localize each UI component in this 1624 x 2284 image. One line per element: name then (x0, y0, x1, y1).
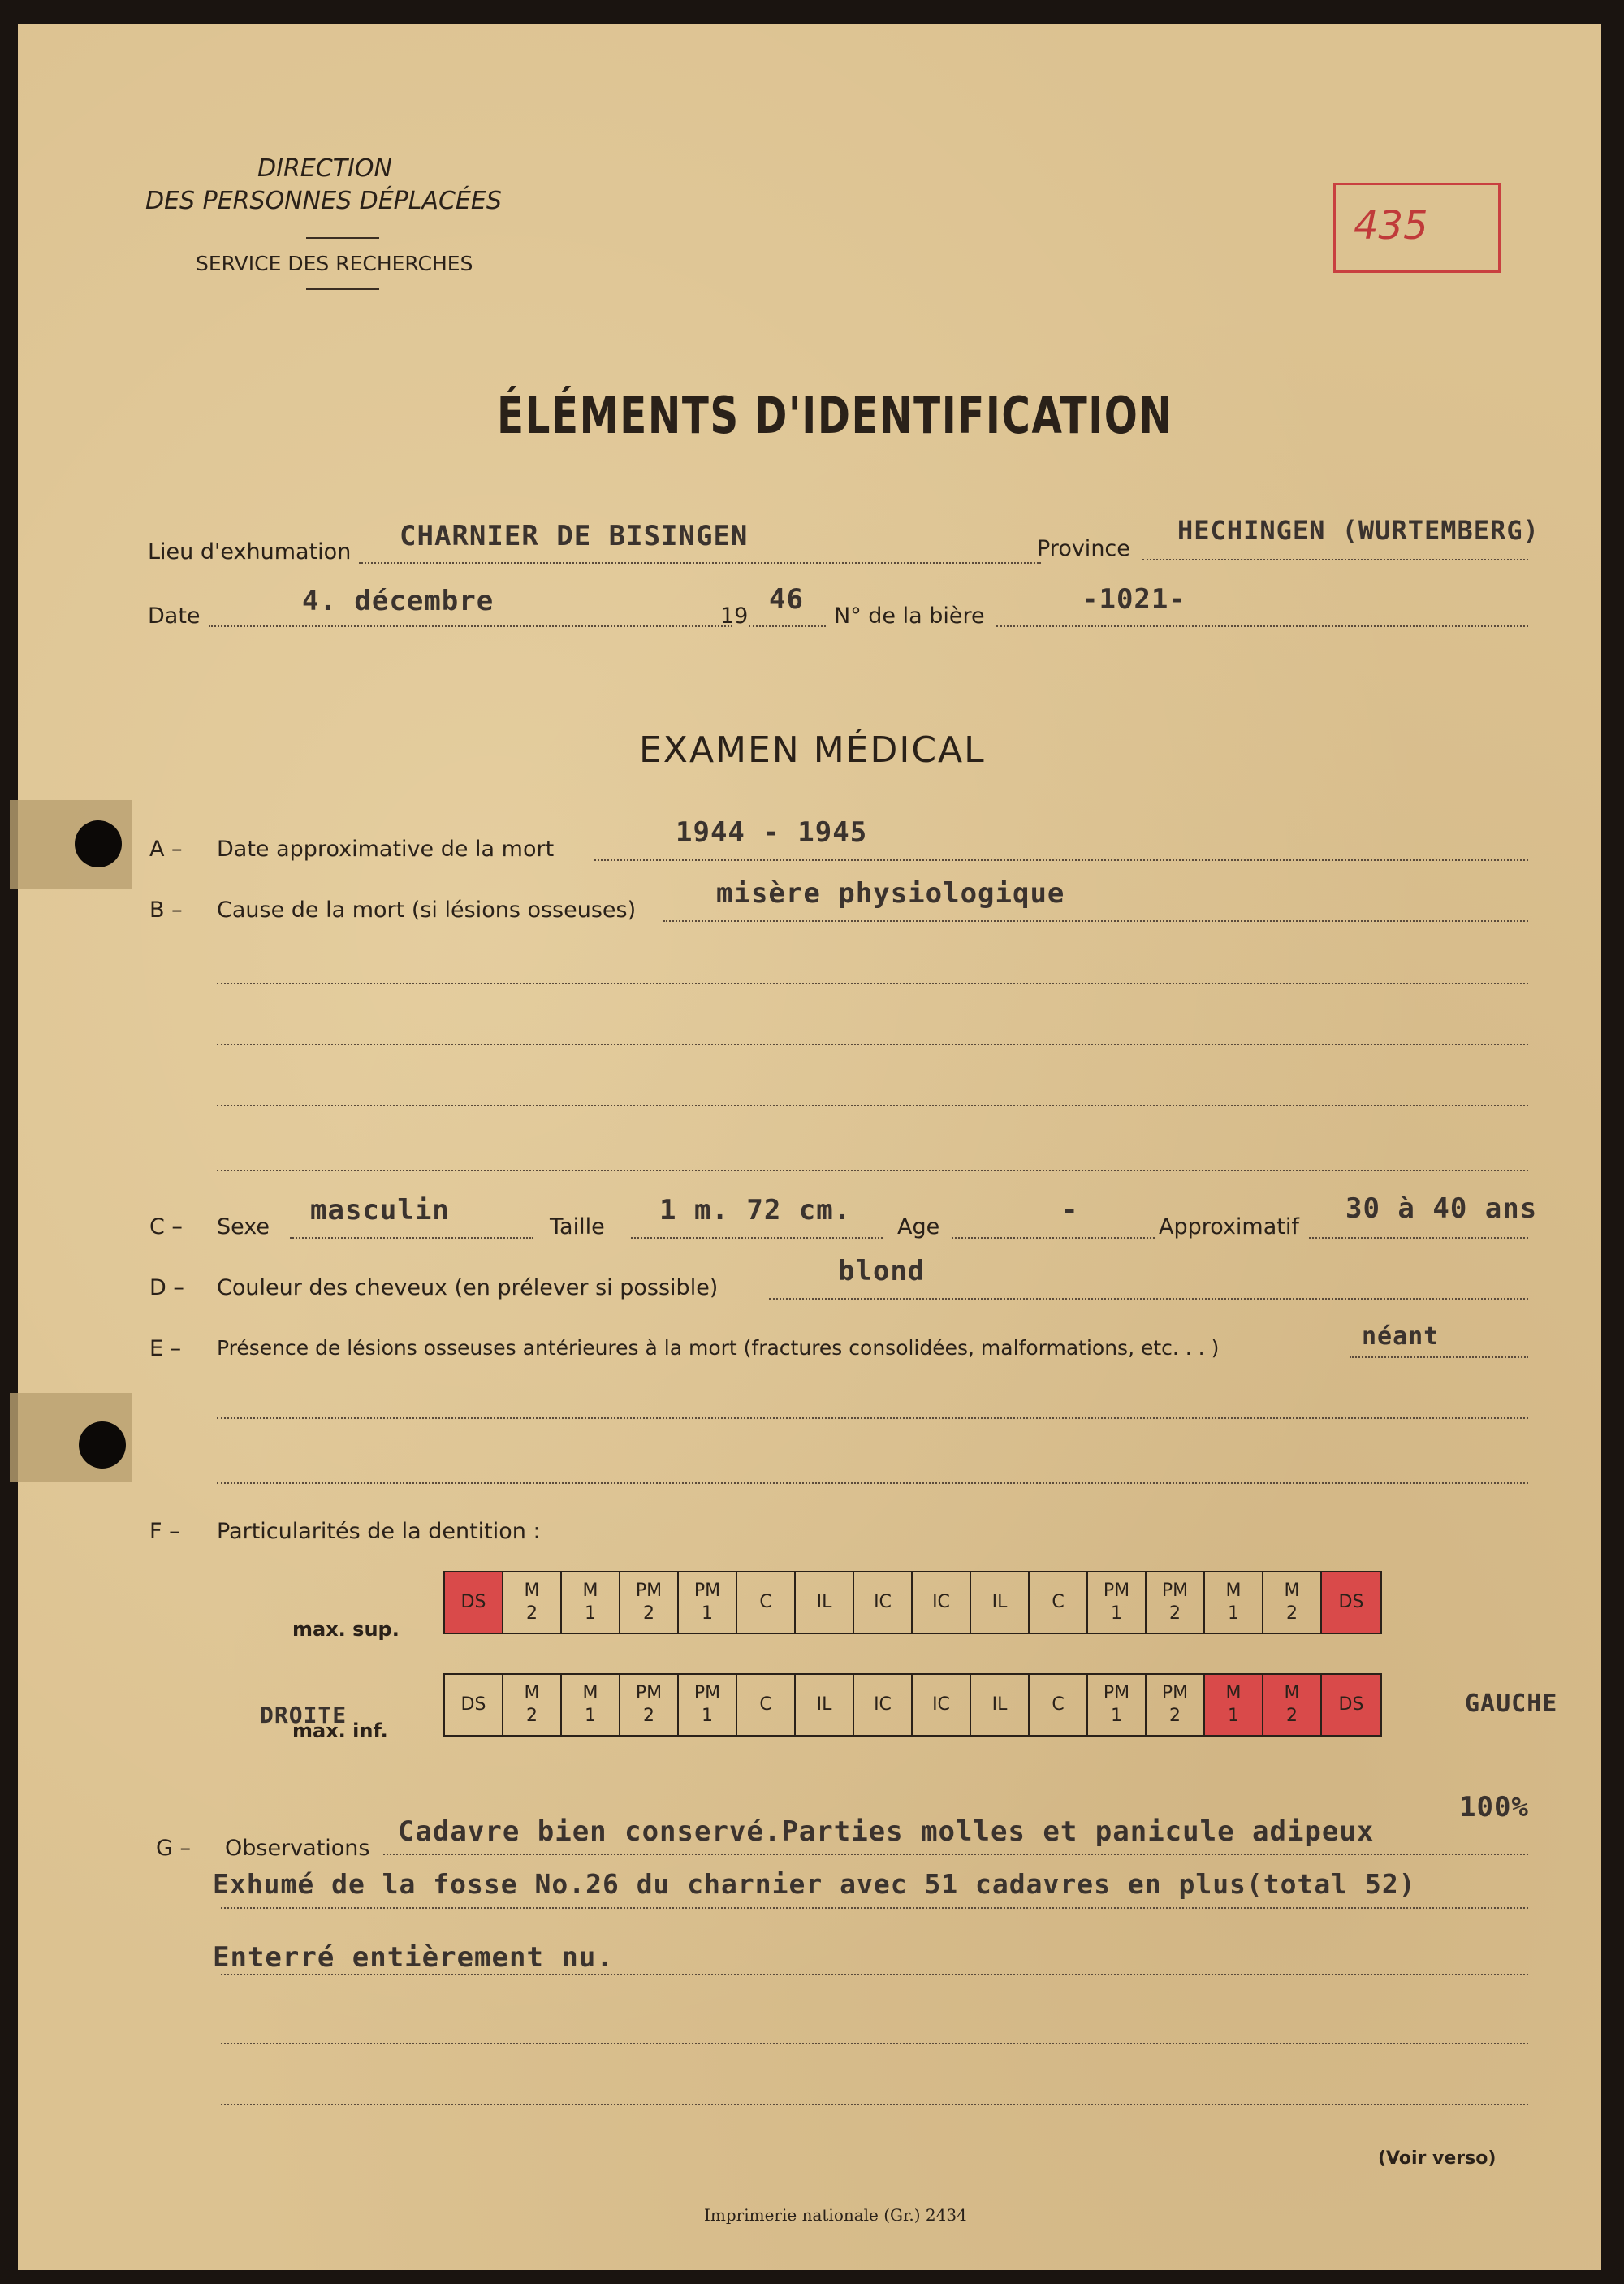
tooth-code: DS (1338, 1694, 1364, 1715)
tooth-cell (854, 1572, 913, 1633)
observation-rule-5 (221, 2104, 1528, 2105)
tooth-code: M (582, 1581, 598, 1601)
biere-value: -1021- (1082, 583, 1186, 616)
item-e-line-2 (217, 1417, 1528, 1419)
tooth-number: 1 (585, 1706, 596, 1726)
tooth-number: 2 (1169, 1706, 1181, 1726)
form-sheet (18, 24, 1601, 2270)
province-line (1142, 559, 1528, 560)
voir-verso: (Voir verso) (1378, 2148, 1497, 2169)
tooth-code: IC (874, 1694, 892, 1715)
item-e-value: néant (1362, 1322, 1440, 1351)
sexe-value: masculin (310, 1194, 450, 1226)
province-value: HECHINGEN (WURTEMBERG) (1177, 515, 1540, 546)
tooth-cell (1205, 1675, 1263, 1735)
item-b-line-5 (217, 1170, 1528, 1171)
approx-value: 30 à 40 ans (1345, 1192, 1538, 1225)
tooth-cell (1263, 1572, 1322, 1633)
tooth-code: DS (460, 1694, 486, 1715)
reference-box (1333, 183, 1501, 273)
punch-hole-top (75, 820, 122, 867)
tooth-code: C (759, 1592, 772, 1612)
tooth-code: PM (635, 1683, 663, 1703)
item-f-label: Particularités de la dentition : (217, 1519, 541, 1544)
tooth-code: PM (1161, 1581, 1189, 1601)
year-value: 46 (769, 583, 804, 616)
observation-rule-3 (221, 1974, 1528, 1975)
tooth-cell (1030, 1675, 1088, 1735)
tooth-number: 2 (526, 1603, 538, 1624)
header-rule-2 (306, 288, 379, 290)
tooth-cell (1088, 1572, 1147, 1633)
header-service: SERVICE DES RECHERCHES (196, 252, 473, 275)
header-personnes: DES PERSONNES DÉPLACÉES (145, 187, 502, 215)
taille-line (631, 1237, 883, 1239)
tooth-number: 2 (643, 1603, 654, 1624)
tooth-cell (503, 1675, 562, 1735)
year-prefix: 19 (720, 603, 749, 629)
header-rule-1 (306, 237, 379, 239)
tooth-code: PM (1161, 1683, 1189, 1703)
tooth-code: M (1284, 1683, 1300, 1703)
item-e-letter: E – (149, 1336, 182, 1361)
item-d-letter: D – (149, 1275, 184, 1300)
item-f-letter: F – (149, 1519, 180, 1544)
item-b-line-2 (217, 983, 1528, 984)
tooth-code: M (524, 1683, 540, 1703)
sexe-line (290, 1237, 533, 1239)
tooth-cell (1263, 1675, 1322, 1735)
tooth-cell (1322, 1572, 1380, 1633)
tooth-code: C (759, 1694, 772, 1715)
item-d-value: blond (838, 1255, 926, 1287)
tooth-cell (620, 1572, 679, 1633)
upper-teeth-chart (443, 1571, 1382, 1634)
lieu-label: Lieu d'exhumation (148, 539, 352, 565)
biere-line (996, 625, 1528, 627)
tooth-number: 1 (1111, 1706, 1122, 1726)
tooth-cell (503, 1572, 562, 1633)
tooth-cell (620, 1675, 679, 1735)
tooth-code: PM (693, 1683, 721, 1703)
observation-line-1-extra: 100% (1459, 1791, 1529, 1823)
item-b-value: misère physiologique (716, 877, 1065, 910)
item-e-label: Présence de lésions osseuses antérieures à la mort (fractures consolidées, malformations, etc. . . ) (217, 1336, 1220, 1360)
item-b-line (663, 920, 1528, 922)
tooth-cell (679, 1572, 737, 1633)
tooth-number: 1 (1111, 1603, 1122, 1624)
tooth-cell (1147, 1675, 1205, 1735)
tooth-code: M (1225, 1683, 1242, 1703)
observation-rule-4 (221, 2043, 1528, 2044)
province-label: Province (1037, 536, 1130, 561)
tooth-cell (971, 1675, 1030, 1735)
tooth-number: 1 (702, 1706, 713, 1726)
lieu-value: CHARNIER DE BISINGEN (400, 520, 749, 552)
tooth-cell (1205, 1572, 1263, 1633)
tooth-cell (445, 1572, 503, 1633)
tooth-number: 1 (702, 1603, 713, 1624)
date-label: Date (148, 603, 201, 629)
tooth-cell (737, 1572, 796, 1633)
approx-line (1309, 1237, 1528, 1239)
tooth-number: 2 (1286, 1706, 1298, 1726)
tooth-number: 1 (1228, 1603, 1239, 1624)
observation-rule-1 (383, 1854, 1528, 1855)
tooth-code: IC (874, 1592, 892, 1612)
tooth-cell (737, 1675, 796, 1735)
tooth-code: M (1225, 1581, 1242, 1601)
biere-label: N° de la bière (834, 603, 985, 629)
tooth-code: DS (460, 1592, 486, 1612)
item-c-letter: C – (149, 1214, 183, 1239)
taille-label: Taille (550, 1214, 605, 1239)
item-d-label: Couleur des cheveux (en prélever si possible) (217, 1275, 719, 1300)
tooth-cell (913, 1675, 971, 1735)
age-value: - (1061, 1194, 1079, 1226)
tooth-cell (562, 1572, 620, 1633)
sexe-label: Sexe (217, 1214, 270, 1239)
imprint: Imprimerie nationale (Gr.) 2434 (704, 2205, 967, 2225)
tooth-cell (562, 1675, 620, 1735)
tooth-code: PM (1103, 1581, 1130, 1601)
age-label: Age (897, 1214, 940, 1239)
observation-line-3: Enterré entièrement nu. (213, 1941, 614, 1974)
max-sup-label: max. sup. (292, 1618, 400, 1641)
year-line (749, 625, 826, 627)
punch-hole-bottom (79, 1421, 126, 1469)
tooth-cell (1030, 1572, 1088, 1633)
item-e-line-3 (217, 1482, 1528, 1484)
tooth-code: C (1052, 1694, 1065, 1715)
tooth-cell (854, 1675, 913, 1735)
tooth-code: IC (932, 1592, 950, 1612)
tooth-code: IL (816, 1592, 832, 1612)
item-e-line-1 (1350, 1356, 1528, 1358)
tooth-code: IC (932, 1694, 950, 1715)
tooth-code: M (524, 1581, 540, 1601)
tooth-cell (913, 1572, 971, 1633)
age-line (952, 1237, 1155, 1239)
item-g-label: Observations (225, 1836, 370, 1861)
tooth-number: 2 (643, 1706, 654, 1726)
lower-teeth-chart (443, 1673, 1382, 1737)
date-line (209, 625, 732, 627)
item-a-letter: A – (149, 837, 183, 862)
observation-line-1: Cadavre bien conservé.Parties molles et panicule adipeux (398, 1815, 1375, 1848)
max-inf-label: max. inf. (292, 1719, 388, 1742)
gauche-label: GAUCHE (1465, 1689, 1558, 1718)
reference-number: 435 (1354, 203, 1428, 249)
observation-rule-2 (221, 1907, 1528, 1909)
item-a-value: 1944 - 1945 (676, 816, 868, 849)
tooth-number: 2 (1169, 1603, 1181, 1624)
item-b-line-4 (217, 1105, 1528, 1106)
item-g-letter: G – (156, 1836, 192, 1861)
date-value: 4. décembre (302, 585, 495, 617)
observation-line-2: Exhumé de la fosse No.26 du charnier avec 51 cadavres en plus(total 52) (213, 1868, 1416, 1900)
tooth-code: PM (1103, 1683, 1130, 1703)
lieu-line (359, 562, 1041, 564)
tooth-cell (1088, 1675, 1147, 1735)
tooth-code: M (1284, 1581, 1300, 1601)
tooth-cell (971, 1572, 1030, 1633)
header-direction: DIRECTION (257, 154, 392, 183)
tooth-number: 1 (1228, 1706, 1239, 1726)
tooth-code: M (582, 1683, 598, 1703)
item-a-line (594, 859, 1528, 861)
tooth-cell (1147, 1572, 1205, 1633)
tooth-code: PM (693, 1581, 721, 1601)
tooth-code: PM (635, 1581, 663, 1601)
tooth-code: IL (991, 1592, 1008, 1612)
tooth-code: DS (1338, 1592, 1364, 1612)
item-d-line (769, 1298, 1528, 1300)
tooth-code: IL (816, 1694, 832, 1715)
item-b-letter: B – (149, 898, 183, 923)
tooth-code: C (1052, 1592, 1065, 1612)
tooth-number: 2 (1286, 1603, 1298, 1624)
tooth-number: 2 (526, 1706, 538, 1726)
tooth-cell (1322, 1675, 1380, 1735)
droite-label: DROITE (260, 1702, 348, 1728)
tooth-cell (679, 1675, 737, 1735)
item-b-label: Cause de la mort (si lésions osseuses) (217, 898, 637, 923)
taille-value: 1 m. 72 cm. (659, 1194, 852, 1226)
tooth-cell (796, 1675, 854, 1735)
item-a-label: Date approximative de la mort (217, 837, 555, 862)
tooth-cell (445, 1675, 503, 1735)
document-title: ÉLÉMENTS D'IDENTIFICATION (497, 386, 1173, 445)
tooth-number: 1 (585, 1603, 596, 1624)
tooth-cell (796, 1572, 854, 1633)
tooth-code: IL (991, 1694, 1008, 1715)
section-title: EXAMEN MÉDICAL (639, 729, 986, 771)
approx-label: Approximatif (1159, 1214, 1299, 1239)
item-b-line-3 (217, 1044, 1528, 1045)
